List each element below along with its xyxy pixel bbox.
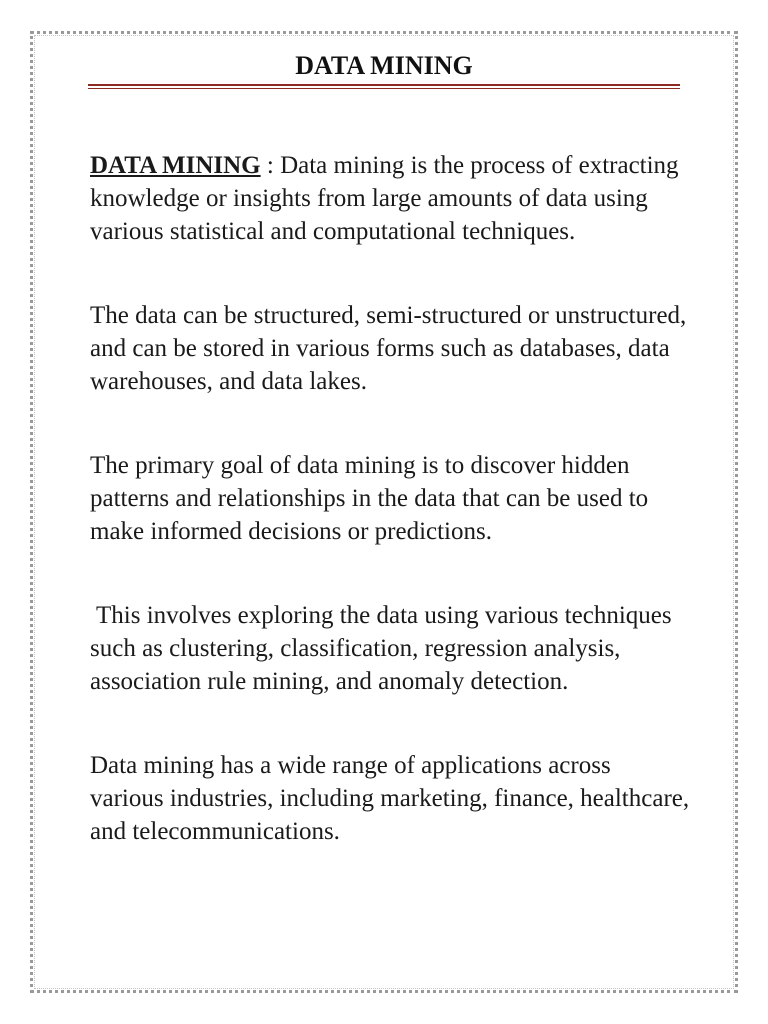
paragraph-data-forms: The data can be structured, semi-structured or unstructured, and can be stored in various forms such as databases, data warehouses, and data lakes. bbox=[90, 302, 687, 395]
paragraph-techniques: This involves exploring the data using various techniques such as clustering, classification, regression analysis, association rule mining, and anomaly detection. bbox=[90, 602, 672, 695]
intro-text: Data mining is the process of extracting knowledge or insights from large amounts of data using various statistical and computational techniques. bbox=[90, 152, 679, 245]
title-underline bbox=[88, 84, 680, 89]
intro-separator: : bbox=[260, 152, 281, 179]
document-body bbox=[90, 149, 690, 899]
paragraph-applications: Data mining has a wide range of applications across various industries, including marketing, finance, healthcare, and telecommunications. bbox=[90, 752, 690, 845]
intro-term: DATA MINING bbox=[90, 152, 261, 179]
intro-paragraph bbox=[90, 149, 690, 248]
paragraph-primary-goal: The primary goal of data mining is to discover hidden patterns and relationships in the data that can be used to make informed decisions or predictions. bbox=[90, 452, 649, 545]
page-title: DATA MINING bbox=[295, 51, 473, 80]
